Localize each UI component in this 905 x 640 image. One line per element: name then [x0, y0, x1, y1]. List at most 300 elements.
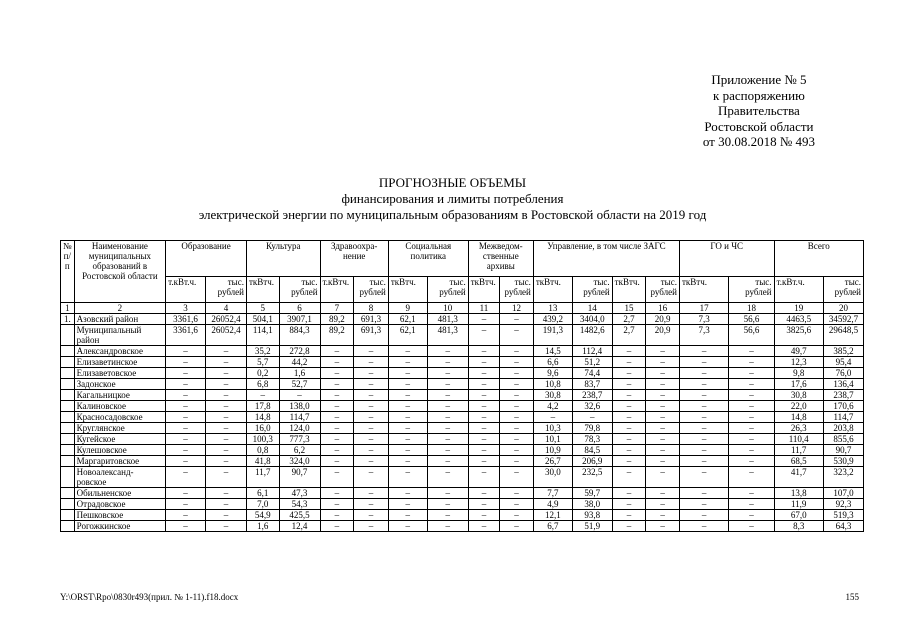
table-cell: –	[646, 445, 680, 456]
table-cell: –	[679, 488, 728, 499]
table-row	[61, 325, 864, 346]
municipality-name-cell: Красносадовское	[74, 412, 165, 423]
table-cell: 114,7	[823, 412, 863, 423]
table-cell: 44,2	[279, 357, 320, 368]
table-cell: 32,6	[572, 401, 612, 412]
table-cell: –	[500, 390, 534, 401]
column-number-cell: 2	[74, 303, 165, 314]
table-cell: –	[320, 390, 354, 401]
table-cell: –	[320, 346, 354, 357]
header-group: Межведом-ственные архивы	[468, 241, 533, 277]
table-cell: –	[500, 445, 534, 456]
table-cell: 3361,6	[166, 314, 206, 325]
table-cell: 56,6	[729, 325, 774, 346]
table-cell: 519,3	[823, 510, 863, 521]
table-cell: –	[612, 423, 646, 434]
table-cell: –	[500, 434, 534, 445]
table-cell: –	[427, 423, 468, 434]
table-cell: –	[354, 445, 389, 456]
table-cell: 11,7	[246, 467, 279, 488]
table-cell: –	[500, 467, 534, 488]
table-row	[61, 390, 864, 401]
table-cell: –	[354, 357, 389, 368]
table-cell: –	[468, 368, 500, 379]
table-cell: 504,1	[246, 314, 279, 325]
municipality-name-cell: Кугейское	[74, 434, 165, 445]
table-cell: –	[427, 488, 468, 499]
table-cell: 4,9	[533, 499, 572, 510]
column-number-cell: 3	[166, 303, 206, 314]
table-cell: 2,7	[612, 325, 646, 346]
table-cell: –	[646, 412, 680, 423]
table-cell: 13,8	[774, 488, 823, 499]
table-cell: 51,9	[572, 521, 612, 532]
table-cell: 54,9	[246, 510, 279, 521]
column-number-cell: 11	[468, 303, 500, 314]
table-cell: –	[612, 390, 646, 401]
table-cell: –	[468, 346, 500, 357]
table-cell: 203,8	[823, 423, 863, 434]
title-line: электрической энергии по муниципальным образованиям в Ростовской области на 2019 год	[198, 207, 707, 222]
table-row	[61, 510, 864, 521]
table-cell: 10,8	[533, 379, 572, 390]
table-cell: –	[427, 401, 468, 412]
table-cell: –	[388, 368, 427, 379]
table-cell: –	[354, 499, 389, 510]
table-cell: –	[427, 368, 468, 379]
subheader-cell: ткВтч.	[388, 277, 427, 303]
table-cell: –	[729, 423, 774, 434]
table-cell: –	[468, 390, 500, 401]
table-cell: 10,1	[533, 434, 572, 445]
column-number-cell: 8	[354, 303, 389, 314]
table-cell: –	[388, 401, 427, 412]
subheader-cell: тыс. рублей	[500, 277, 534, 303]
table-cell: 206,9	[572, 456, 612, 467]
table-row	[61, 368, 864, 379]
table-cell: 2,7	[612, 314, 646, 325]
subheader-cell: тыс. рублей	[646, 277, 680, 303]
table-cell: –	[612, 379, 646, 390]
table-cell: –	[206, 434, 247, 445]
subheader-cell: тыс. рублей	[206, 277, 247, 303]
table-cell: 54,3	[279, 499, 320, 510]
table-cell: –	[468, 434, 500, 445]
subheader-cell: ткВтч.	[246, 277, 279, 303]
header-name: Наименование муниципальных образований в Ростовской области	[74, 241, 165, 303]
table-cell: 10,9	[533, 445, 572, 456]
table-cell: –	[427, 445, 468, 456]
municipality-name-cell: Калиновское	[74, 401, 165, 412]
table-cell: 3907,1	[279, 314, 320, 325]
header-group: Образование	[166, 241, 247, 277]
footer-page-number: 155	[845, 592, 859, 602]
table-cell: –	[166, 379, 206, 390]
table-cell: 29648,5	[823, 325, 863, 346]
table-cell: 114,7	[279, 412, 320, 423]
table-cell: –	[354, 379, 389, 390]
table-cell	[61, 379, 75, 390]
table-cell: 114,1	[246, 325, 279, 346]
table-cell: 9,6	[533, 368, 572, 379]
table-cell: –	[468, 379, 500, 390]
table-cell: –	[679, 510, 728, 521]
table-cell: –	[388, 357, 427, 368]
table-cell: 22,0	[774, 401, 823, 412]
subheader-cell: тыс. рублей	[572, 277, 612, 303]
table-cell: 10,3	[533, 423, 572, 434]
column-number-cell: 19	[774, 303, 823, 314]
table-cell: –	[166, 346, 206, 357]
table-cell: –	[729, 434, 774, 445]
municipality-name-cell: Кагальницкое	[74, 390, 165, 401]
table-cell: 26052,4	[206, 314, 247, 325]
table-cell: –	[646, 390, 680, 401]
table-cell: 324,0	[279, 456, 320, 467]
table-cell: –	[320, 379, 354, 390]
table-cell: 67,0	[774, 510, 823, 521]
municipality-name-cell: Пешковское	[74, 510, 165, 521]
table-cell: –	[427, 521, 468, 532]
table-cell: –	[729, 368, 774, 379]
table-cell: –	[354, 510, 389, 521]
table-cell: –	[679, 434, 728, 445]
table-cell: 170,6	[823, 401, 863, 412]
table-cell: 41,8	[246, 456, 279, 467]
table-cell: 855,6	[823, 434, 863, 445]
table-cell: 4463,5	[774, 314, 823, 325]
table-cell: 16,0	[246, 423, 279, 434]
table-row	[61, 357, 864, 368]
table-cell: 12,4	[279, 521, 320, 532]
table-cell: –	[166, 357, 206, 368]
table-cell: –	[646, 488, 680, 499]
table-cell: –	[320, 412, 354, 423]
table-cell	[61, 445, 75, 456]
table-cell: –	[729, 401, 774, 412]
subheader-cell: т.кВт.ч.	[166, 277, 206, 303]
subheader-cell: тыс. рублей	[279, 277, 320, 303]
column-number-cell: 18	[729, 303, 774, 314]
table-cell: 3361,6	[166, 325, 206, 346]
table-cell: –	[679, 346, 728, 357]
subheader-cell: ткВтч.	[533, 277, 572, 303]
table-cell: 90,7	[279, 467, 320, 488]
column-number-cell: 15	[612, 303, 646, 314]
table-cell	[61, 346, 75, 357]
subheader-cell: ткВтч.	[468, 277, 500, 303]
table-cell: 1482,6	[572, 325, 612, 346]
header-group: Социальная политика	[388, 241, 468, 277]
table-cell: –	[729, 488, 774, 499]
table-cell: –	[166, 434, 206, 445]
table-cell: –	[468, 445, 500, 456]
table-cell: –	[166, 368, 206, 379]
table-cell: 95,4	[823, 357, 863, 368]
subheader-cell: ткВтч.	[679, 277, 728, 303]
table-cell	[61, 412, 75, 423]
table-cell: –	[354, 521, 389, 532]
table-cell: –	[612, 368, 646, 379]
table-cell: 1.	[61, 314, 75, 325]
column-number-cell: 6	[279, 303, 320, 314]
table-cell: –	[427, 434, 468, 445]
table-cell: –	[500, 346, 534, 357]
table-cell	[61, 423, 75, 434]
table-cell: 64,3	[823, 521, 863, 532]
table-cell: –	[206, 412, 247, 423]
table-cell: –	[612, 412, 646, 423]
table-cell: –	[354, 488, 389, 499]
municipality-name-cell: Круглянское	[74, 423, 165, 434]
table-cell: –	[427, 379, 468, 390]
table-cell: 481,3	[427, 314, 468, 325]
table-cell: 7,7	[533, 488, 572, 499]
appendix-line: к распоряжению	[713, 87, 805, 103]
table-cell: –	[206, 390, 247, 401]
table-cell: –	[729, 412, 774, 423]
table-cell: –	[729, 467, 774, 488]
table-cell: –	[468, 314, 500, 325]
table-cell: 5,7	[246, 357, 279, 368]
table-cell: 12,3	[774, 357, 823, 368]
table-cell: –	[206, 357, 247, 368]
header-group: Здравоохра-нение	[320, 241, 388, 277]
table-cell: 884,3	[279, 325, 320, 346]
table-cell: –	[646, 499, 680, 510]
table-cell: –	[729, 390, 774, 401]
table-cell: –	[468, 521, 500, 532]
table-cell: –	[320, 488, 354, 499]
table-cell: –	[206, 467, 247, 488]
table-cell: 9,8	[774, 368, 823, 379]
municipality-name-cell: Елизаветинское	[74, 357, 165, 368]
table-cell: 68,5	[774, 456, 823, 467]
table-cell: 3825,6	[774, 325, 823, 346]
table-cell: –	[612, 510, 646, 521]
table-cell: –	[572, 412, 612, 423]
table-cell: –	[388, 499, 427, 510]
table-cell: 62,1	[388, 314, 427, 325]
table-row	[61, 412, 864, 423]
table-cell: 93,8	[572, 510, 612, 521]
table-cell	[61, 456, 75, 467]
table-cell: –	[500, 499, 534, 510]
table-cell: 83,7	[572, 379, 612, 390]
table-cell: –	[166, 488, 206, 499]
table-cell: 238,7	[572, 390, 612, 401]
table-cell: –	[646, 379, 680, 390]
table-cell: 62,1	[388, 325, 427, 346]
table-cell: 7,0	[246, 499, 279, 510]
column-number-cell: 5	[246, 303, 279, 314]
table-cell: –	[388, 346, 427, 357]
table-cell: –	[500, 456, 534, 467]
table-cell	[61, 434, 75, 445]
table-cell: 691,3	[354, 325, 389, 346]
table-cell: –	[354, 346, 389, 357]
table-cell: –	[612, 357, 646, 368]
table-row	[61, 346, 864, 357]
table-cell: 238,7	[823, 390, 863, 401]
table-cell: 17,6	[774, 379, 823, 390]
table-cell: –	[388, 390, 427, 401]
table-cell: –	[320, 521, 354, 532]
table-row	[61, 521, 864, 532]
table-row	[61, 456, 864, 467]
table-cell: –	[320, 368, 354, 379]
table-cell: 107,0	[823, 488, 863, 499]
table-cell: –	[206, 346, 247, 357]
table-cell: –	[388, 521, 427, 532]
table-cell: –	[468, 467, 500, 488]
table-cell: 691,3	[354, 314, 389, 325]
table-cell: 11,9	[774, 499, 823, 510]
appendix-line: Приложение № 5	[711, 72, 807, 87]
table-cell: –	[166, 467, 206, 488]
table-cell: –	[679, 368, 728, 379]
table-cell: –	[500, 510, 534, 521]
table-cell: –	[206, 423, 247, 434]
table-cell: –	[206, 499, 247, 510]
municipality-name-cell: Обильненское	[74, 488, 165, 499]
table-cell: –	[729, 510, 774, 521]
column-number-cell: 7	[320, 303, 354, 314]
municipality-name-cell: Отрадовское	[74, 499, 165, 510]
table-cell: 0,8	[246, 445, 279, 456]
table-row	[61, 401, 864, 412]
table-cell: –	[646, 510, 680, 521]
table-cell: –	[500, 314, 534, 325]
table-cell: 6,7	[533, 521, 572, 532]
forecast-table	[60, 240, 864, 532]
table-cell: –	[388, 434, 427, 445]
table-cell: 47,3	[279, 488, 320, 499]
table-cell: –	[500, 325, 534, 346]
table-cell: –	[206, 456, 247, 467]
table-cell: –	[388, 456, 427, 467]
title-line: ПРОГНОЗНЫЕ ОБЪЕМЫ	[378, 175, 527, 190]
table-cell: –	[729, 521, 774, 532]
table-cell: –	[500, 368, 534, 379]
table-cell: –	[388, 445, 427, 456]
table-cell: 777,3	[279, 434, 320, 445]
table-cell: 7,3	[679, 314, 728, 325]
table-cell: –	[500, 488, 534, 499]
table-cell: 30,8	[774, 390, 823, 401]
table-cell: –	[468, 488, 500, 499]
table-cell: 49,7	[774, 346, 823, 357]
footer-file-path: Y:\ORST\Rpo\0830r493(прил. № 1-11).f18.docx	[60, 592, 239, 602]
table-cell	[61, 401, 75, 412]
table-cell: –	[729, 499, 774, 510]
table-cell: –	[729, 379, 774, 390]
column-number-cell: 20	[823, 303, 863, 314]
table-cell: –	[612, 488, 646, 499]
table-cell	[61, 357, 75, 368]
table-cell: –	[166, 412, 206, 423]
table-cell: 30,0	[533, 467, 572, 488]
table-cell: –	[427, 467, 468, 488]
table-cell: 481,3	[427, 325, 468, 346]
municipality-name-cell: Елизаветовское	[74, 368, 165, 379]
table-cell: –	[729, 346, 774, 357]
table-cell	[61, 499, 75, 510]
table-cell: –	[166, 510, 206, 521]
table-cell: 14,5	[533, 346, 572, 357]
column-number-cell: 4	[206, 303, 247, 314]
table-cell: –	[679, 521, 728, 532]
table-cell: –	[206, 521, 247, 532]
table-cell: –	[646, 456, 680, 467]
table-cell: 385,2	[823, 346, 863, 357]
title-line: финансирования и лимиты потребления	[341, 191, 564, 206]
table-cell: –	[354, 390, 389, 401]
municipality-name-cell: Рогожкинское	[74, 521, 165, 532]
column-number-cell: 14	[572, 303, 612, 314]
table-cell: 110,4	[774, 434, 823, 445]
table-cell: –	[729, 445, 774, 456]
table-cell: 14,8	[246, 412, 279, 423]
appendix-block	[703, 72, 815, 150]
table-cell: –	[679, 357, 728, 368]
table-cell: –	[533, 412, 572, 423]
table-cell: 12,1	[533, 510, 572, 521]
table-cell: –	[500, 379, 534, 390]
table-cell: –	[166, 445, 206, 456]
table-cell: –	[206, 379, 247, 390]
header-group: Управление, в том числе ЗАГС	[533, 241, 679, 277]
table-cell: 38,0	[572, 499, 612, 510]
table-cell	[61, 390, 75, 401]
table-cell: –	[646, 357, 680, 368]
table-cell	[61, 510, 75, 521]
table-cell: 26,3	[774, 423, 823, 434]
table-cell: 6,8	[246, 379, 279, 390]
table-cell: –	[468, 357, 500, 368]
table-cell: –	[468, 412, 500, 423]
table-row	[61, 499, 864, 510]
table-cell: –	[427, 346, 468, 357]
column-number-cell: 13	[533, 303, 572, 314]
table-cell: –	[388, 412, 427, 423]
subheader-cell: тыс. рублей	[354, 277, 389, 303]
table-cell: 272,8	[279, 346, 320, 357]
table-row	[61, 434, 864, 445]
table-cell	[61, 325, 75, 346]
table-cell: –	[500, 412, 534, 423]
header-num: № п/п	[61, 241, 75, 303]
table-row	[61, 379, 864, 390]
table-cell: –	[320, 467, 354, 488]
table-cell: –	[500, 423, 534, 434]
table-cell: –	[646, 434, 680, 445]
subheader-cell: тыс. рублей	[427, 277, 468, 303]
table-cell: –	[166, 456, 206, 467]
table-cell: –	[206, 368, 247, 379]
table-cell: –	[427, 510, 468, 521]
table-row	[61, 445, 864, 456]
table-cell: –	[646, 521, 680, 532]
table-cell: –	[729, 456, 774, 467]
table-cell: 89,2	[320, 325, 354, 346]
table-cell: 26052,4	[206, 325, 247, 346]
table-cell: –	[427, 412, 468, 423]
table-cell: –	[679, 412, 728, 423]
column-number-cell: 9	[388, 303, 427, 314]
column-number-cell: 16	[646, 303, 680, 314]
table-cell: –	[388, 510, 427, 521]
